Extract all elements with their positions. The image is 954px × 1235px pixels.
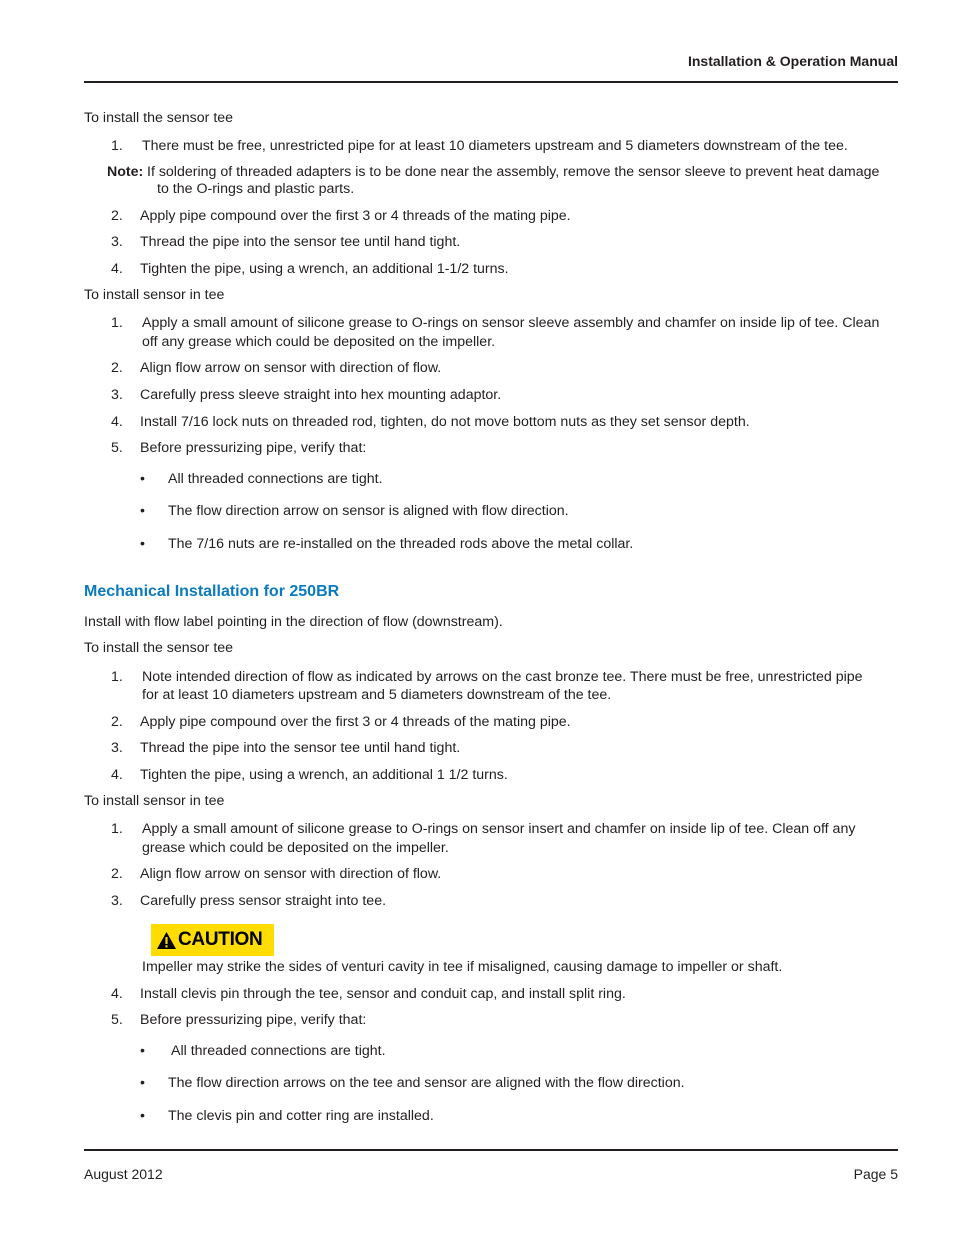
note-text-line2: to the O-rings and plastic parts. (157, 181, 355, 197)
note-text-line1: If soldering of threaded adapters is to be done near the assembly, remove the sensor sleeve to prevent heat damage (147, 164, 880, 180)
section2-step1-text-line2: off any grease which could be deposited on the impeller. (142, 334, 496, 350)
section3-step3-text: Thread the pipe into the sensor tee until hand tight. (140, 740, 461, 756)
section4-step4-text: Install clevis pin through the tee, sensor and conduit cap, and install split ring. (140, 986, 626, 1002)
bullet-icon: • (140, 503, 145, 519)
section4-bullet-3: The clevis pin and cotter ring are installed. (168, 1108, 434, 1124)
section2-step5-text: Before pressurizing pipe, verify that: (140, 440, 367, 456)
section4-bullet-2: The flow direction arrows on the tee and sensor are aligned with the flow direction. (168, 1075, 685, 1091)
section3-step4-number: 4. (111, 767, 123, 783)
section2-bullet-3: The 7/16 nuts are re-installed on the threaded rods above the metal collar. (168, 536, 634, 552)
section4-step1-number: 1. (111, 821, 123, 837)
bullet-icon: • (140, 471, 145, 487)
section2-step3-number: 3. (111, 387, 123, 403)
section4-step5-number: 5. (111, 1012, 123, 1028)
section1-step2-text: Apply pipe compound over the first 3 or 4 threads of the mating pipe. (140, 208, 571, 224)
bullet-icon: • (140, 536, 145, 552)
section2-step2-number: 2. (111, 360, 123, 376)
section3-step1-number: 1. (111, 669, 123, 685)
caution-banner (151, 924, 274, 956)
section3-step2-text: Apply pipe compound over the first 3 or 4 threads of the mating pipe. (140, 714, 571, 730)
section2-bullet-2: The flow direction arrow on sensor is aligned with flow direction. (168, 503, 569, 519)
footer-rule (84, 1149, 898, 1151)
footer-date: August 2012 (84, 1166, 163, 1182)
section4-step2-number: 2. (111, 866, 123, 882)
section2-step5-number: 5. (111, 440, 123, 456)
bullet-icon: • (140, 1075, 145, 1091)
section3-step4-text: Tighten the pipe, using a wrench, an additional 1 1/2 turns. (140, 767, 508, 783)
section3-step2-number: 2. (111, 714, 123, 730)
section2-intro: To install sensor in tee (84, 287, 225, 303)
section3-step1-text-line1: Note intended direction of flow as indicated by arrows on the cast bronze tee. There must be free, unrestricted pipe (142, 669, 863, 685)
section4-step3-number: 3. (111, 893, 123, 909)
section4-step3-text: Carefully press sensor straight into tee. (140, 893, 387, 909)
section4-step4-number: 4. (111, 986, 123, 1002)
section1-step4-text: Tighten the pipe, using a wrench, an additional 1-1/2 turns. (140, 261, 509, 277)
section2-step4-number: 4. (111, 414, 123, 430)
section2-step3-text: Carefully press sleeve straight into hex mounting adaptor. (140, 387, 502, 403)
section2-step1-text-line1: Apply a small amount of silicone grease to O-rings on sensor sleeve assembly and chamfer on inside lip of tee. Clean (142, 315, 880, 331)
footer-page-number: Page 5 (853, 1166, 898, 1182)
bullet-icon: • (140, 1108, 145, 1124)
note-label: Note: (107, 164, 144, 180)
section1-step4-number: 4. (111, 261, 123, 277)
section1-step1-text: There must be free, unrestricted pipe for at least 10 diameters upstream and 5 diameters downstream of the tee. (142, 138, 848, 154)
section3-step1-text-line2: for at least 10 diameters upstream and 5 diameters downstream of the tee. (142, 687, 612, 703)
section2-step1-number: 1. (111, 315, 123, 331)
section1-step1-number: 1. (111, 138, 123, 154)
caution-text: Impeller may strike the sides of venturi cavity in tee if misaligned, causing damage to impeller or shaft. (142, 959, 783, 975)
section-heading: Mechanical Installation for 250BR (84, 583, 340, 600)
warning-triangle-icon (156, 931, 177, 950)
header-rule (84, 81, 898, 83)
section4-step1-text-line2: grease which could be deposited on the impeller. (142, 840, 449, 856)
section4-step2-text: Align flow arrow on sensor with direction of flow. (140, 866, 442, 882)
section1-step2-number: 2. (111, 208, 123, 224)
section3-paragraph: Install with flow label pointing in the direction of flow (downstream). (84, 614, 503, 630)
section4-intro: To install sensor in tee (84, 793, 225, 809)
bullet-icon: • (140, 1043, 145, 1059)
section4-step5-text: Before pressurizing pipe, verify that: (140, 1012, 367, 1028)
caution-label: CAUTION (178, 929, 263, 950)
section4-step1-text-line1: Apply a small amount of silicone grease to O-rings on sensor insert and chamfer on inside lip of tee. Clean off any (142, 821, 856, 837)
section2-bullet-1: All threaded connections are tight. (168, 471, 383, 487)
section3-step3-number: 3. (111, 740, 123, 756)
section2-step2-text: Align flow arrow on sensor with direction of flow. (140, 360, 442, 376)
header-title: Installation & Operation Manual (687, 53, 898, 69)
section3-intro: To install the sensor tee (84, 640, 234, 656)
section1-step3-text: Thread the pipe into the sensor tee until hand tight. (140, 234, 461, 250)
section1-intro: To install the sensor tee (84, 110, 234, 126)
section2-step4-text: Install 7/16 lock nuts on threaded rod, tighten, do not move bottom nuts as they set sensor depth. (140, 414, 750, 430)
section4-bullet-1: All threaded connections are tight. (171, 1043, 386, 1059)
section1-step3-number: 3. (111, 234, 123, 250)
